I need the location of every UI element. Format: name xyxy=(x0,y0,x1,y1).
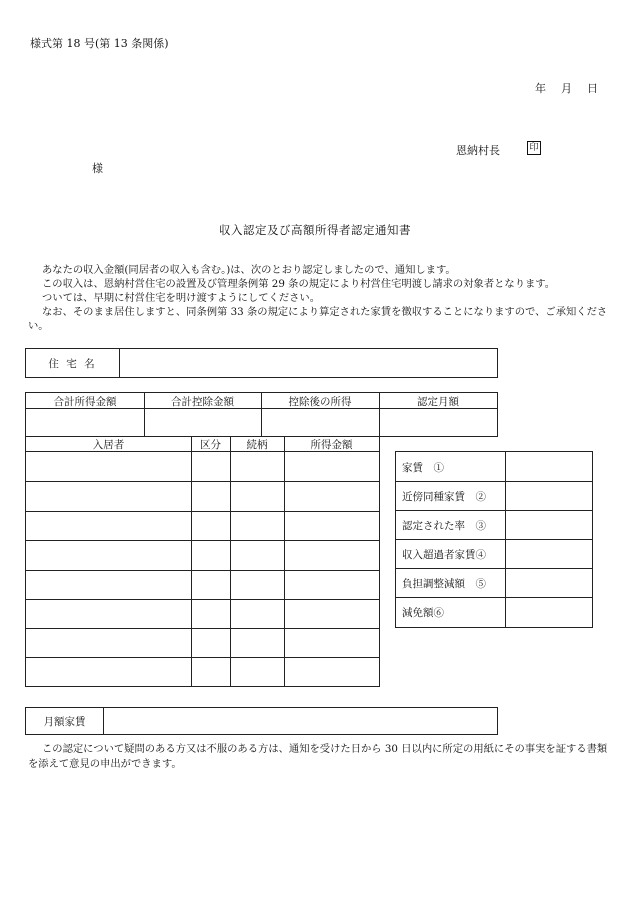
body-paragraph: なお、そのまま居住しますと、同条例第 33 条の規定により算定された家賃を徴収することになりますので、ご承知ください。 xyxy=(28,306,608,332)
form-number: 様式第 18 号(第 13 条関係) xyxy=(30,37,169,50)
rent-item-label: 認定された率 ③ xyxy=(402,520,486,532)
header-resident: 入居者 xyxy=(92,439,125,451)
rent-item-label: 家賃 ① xyxy=(402,462,444,474)
rent-item-label: 負担調整減額 ⑤ xyxy=(402,578,486,590)
header-income-amount: 所得金額 xyxy=(310,439,353,451)
header-total-deduction: 合計控除金額 xyxy=(171,396,234,408)
income-table xyxy=(25,392,498,437)
mayor-title: 恩納村長 xyxy=(456,144,500,157)
notice-paragraph: この認定について疑問のある方又は不服のある方は、通知を受けた日から 30 日以内に所定の用紙にその事実を証する書類を添えて意見の申出ができます。 xyxy=(28,743,608,770)
monthly-rent-label: 月額家賃 xyxy=(43,716,86,728)
monthly-rent-table xyxy=(25,707,498,735)
residence-label: 住 宅 名 xyxy=(48,358,97,370)
rent-item-label: 近傍同種家賃 ② xyxy=(402,491,486,503)
residence-name-field[interactable] xyxy=(120,349,497,377)
header-relationship: 続柄 xyxy=(246,439,268,451)
residents-table xyxy=(25,436,380,687)
seal-mark: 印 xyxy=(527,141,541,155)
rent-item-label: 収入超過者家賃④ xyxy=(402,549,486,561)
header-total-income: 合計所得金額 xyxy=(53,396,117,408)
rent-table xyxy=(395,451,593,628)
monthly-rent-field[interactable] xyxy=(104,708,497,734)
header-certified-monthly: 認定月額 xyxy=(417,396,459,408)
body-paragraph: あなたの収入金額(同居者の収入も含む。)は、次のとおり認定しましたので、通知します。 xyxy=(42,264,456,276)
addressee-suffix: 様 xyxy=(92,162,103,175)
body-text xyxy=(28,263,608,333)
rent-item-label: 減免額⑥ xyxy=(402,607,444,619)
header-income-after-deduction: 控除後の所得 xyxy=(288,396,352,408)
date-line: 年 月 日 xyxy=(535,82,600,95)
appeal-notice xyxy=(28,742,608,772)
body-paragraph: ついては、早期に村営住宅を明け渡すようにしてください。 xyxy=(42,292,321,304)
body-paragraph: この収入は、恩納村営住宅の設置及び管理条例第 29 条の規定により村営住宅明渡し請求の対象者となります。 xyxy=(42,278,556,290)
document-title: 収入認定及び高額所得者認定通知書 xyxy=(219,223,411,237)
header-category: 区分 xyxy=(200,439,221,451)
residence-table xyxy=(25,348,498,378)
